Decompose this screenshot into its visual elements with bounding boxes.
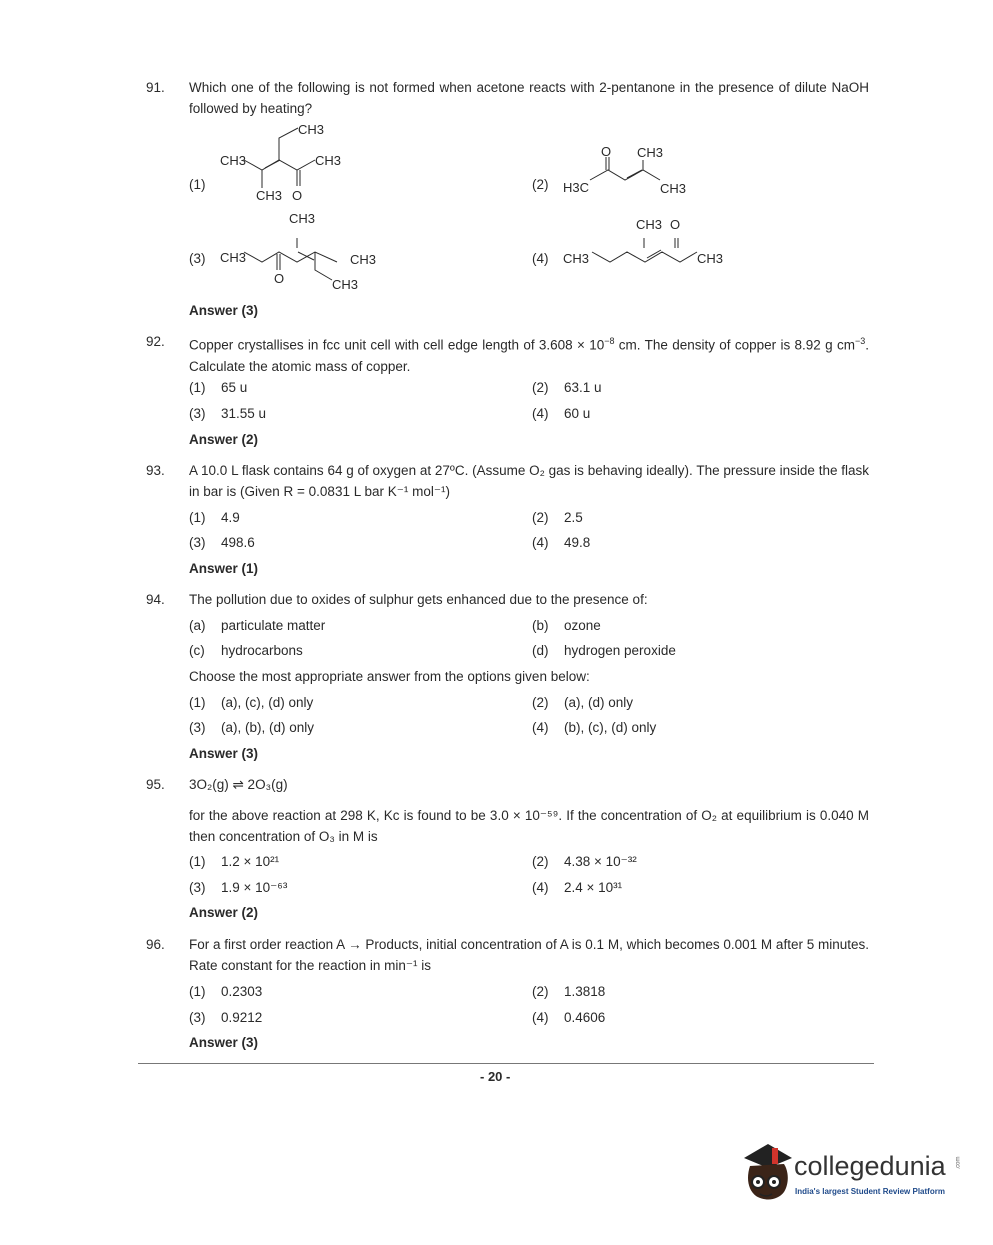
list-item: (d) hydrogen peroxide [532,643,676,658]
structure-3-double [298,252,314,260]
structure-1-ethyl-bond [279,128,298,160]
atom-label: CH3 [256,188,283,203]
option-number: (2) [532,177,549,192]
option: (4) 2.4 × 10³¹ [532,880,623,895]
option: (2) 63.1 u [532,380,602,395]
question-text: A 10.0 L flask contains 64 g of oxygen at 27ºC. (Assume O₂ gas is behaving ideally). The pressure inside the flask in bar is (Given R = 0.0831 L bar K⁻¹ mol⁻¹) [189,463,869,499]
structure-4-chain [592,252,697,262]
instruction-text: Choose the most appropriate answer from the options given below: [189,669,590,684]
structure-1-double [265,160,280,168]
structure-3-carbonyl [277,254,280,270]
atom-label: CH3 [298,122,325,137]
atom-label: CH3 [660,181,687,196]
atom-label: CH3 [332,277,359,292]
atom-label: CH3 [289,211,316,226]
question-text: For a first order reaction A → Products, initial concentration of A is 0.1 M, which becomes 0.001 M after 5 minutes. Rate constant for the reaction in min⁻¹ is [189,937,869,973]
option-number: (3) [189,251,206,266]
option: (1) 0.2303 [189,984,263,999]
atom-label: O [292,188,303,203]
atom-label: CH3 [315,153,342,168]
answer-label: Answer (2) [189,432,259,447]
atom-label: CH3 [636,217,663,232]
question-text: Copper crystallises in fcc unit cell with cell edge length of $3.608 \times 10^{-8}$ cm. The density of copper is 8.92 g $cm^{-3}$. Calculate the atomic mass of copper. [189,336,869,374]
answer-label: Answer (1) [189,561,259,576]
option: (3) 1.9 × 10⁻⁶³ [189,880,288,895]
structure-4-carbonyl [675,238,678,248]
atom-label: O [274,271,285,286]
option-number: (4) [532,251,549,266]
option: (3) 0.9212 [189,1010,263,1025]
structure-2-chain [590,170,660,180]
atom-label: CH3 [350,252,377,267]
atom-label: CH3 [220,153,247,168]
answer-label: Answer (3) [189,303,259,318]
structure-1-chain [244,160,315,170]
brand-tagline: India's largest Student Review Platform [795,1187,945,1196]
option: (1) 65 u [189,380,248,395]
footer-divider [138,1063,874,1064]
structure-2-double [627,170,642,178]
question-text: for the above reaction at 298 K, Kc is found to be 3.0 × 10⁻⁵⁹. If the concentration of O₂ at equilibrium is 0.040 M then concentration of O₃ in M is [189,808,869,844]
list-item: (a) particulate matter [189,618,326,633]
option: (4) (b), (c), (d) only [532,720,657,735]
option: (4) 60 u [532,406,591,421]
option-number: (1) [189,177,206,192]
brand-domain: .com [955,1156,962,1170]
structure-3-chain [244,252,337,262]
structure-1-carbonyl [297,170,300,186]
option: (3) 498.6 [189,535,255,550]
question-number: 94. [146,592,165,607]
page-number: - 20 - [480,1069,511,1084]
option: (2) 1.3818 [532,984,606,999]
atom-label: O [670,217,681,232]
option: (2) 2.5 [532,510,583,525]
option: (1) (a), (c), (d) only [189,695,314,710]
question-number: 92. [146,334,165,349]
list-item: (b) ozone [532,618,601,633]
atom-label: H3C [563,180,590,195]
answer-label: Answer (3) [189,1035,259,1050]
question-text: Which one of the following is not formed when acetone reacts with 2-pentanone in the presence of dilute NaOH followed by heating? [189,80,869,116]
option: (3) (a), (b), (d) only [189,720,315,735]
question-number: 95. [146,777,165,792]
option: (1) 4.9 [189,510,240,525]
option: (4) 0.4606 [532,1010,606,1025]
question-text: The pollution due to oxides of sulphur gets enhanced due to the presence of: [189,592,648,607]
atom-label: CH3 [220,250,247,265]
answer-label: Answer (2) [189,905,259,920]
option: (1) 1.2 × 10²¹ [189,854,280,869]
atom-label: CH3 [697,251,724,266]
atom-label: CH3 [563,251,590,266]
option: (4) 49.8 [532,535,591,550]
atom-label: O [601,144,612,159]
option: (3) 31.55 u [189,406,267,421]
option: (2) (a), (d) only [532,695,634,710]
brand-mascot-icon [736,1138,796,1208]
brand-name: collegedunia [794,1151,946,1181]
equation: 3O₂(g) ⇌ 2O₃(g) [189,777,288,792]
atom-label: CH3 [637,145,664,160]
question-number: 96. [146,937,165,952]
molecular-structures [0,0,993,310]
list-item: (c) hydrocarbons [189,643,303,658]
option: (2) 4.38 × 10⁻³² [532,854,637,869]
question-number: 93. [146,463,165,478]
question-number: 91. [146,80,165,95]
answer-label: Answer (3) [189,746,259,761]
